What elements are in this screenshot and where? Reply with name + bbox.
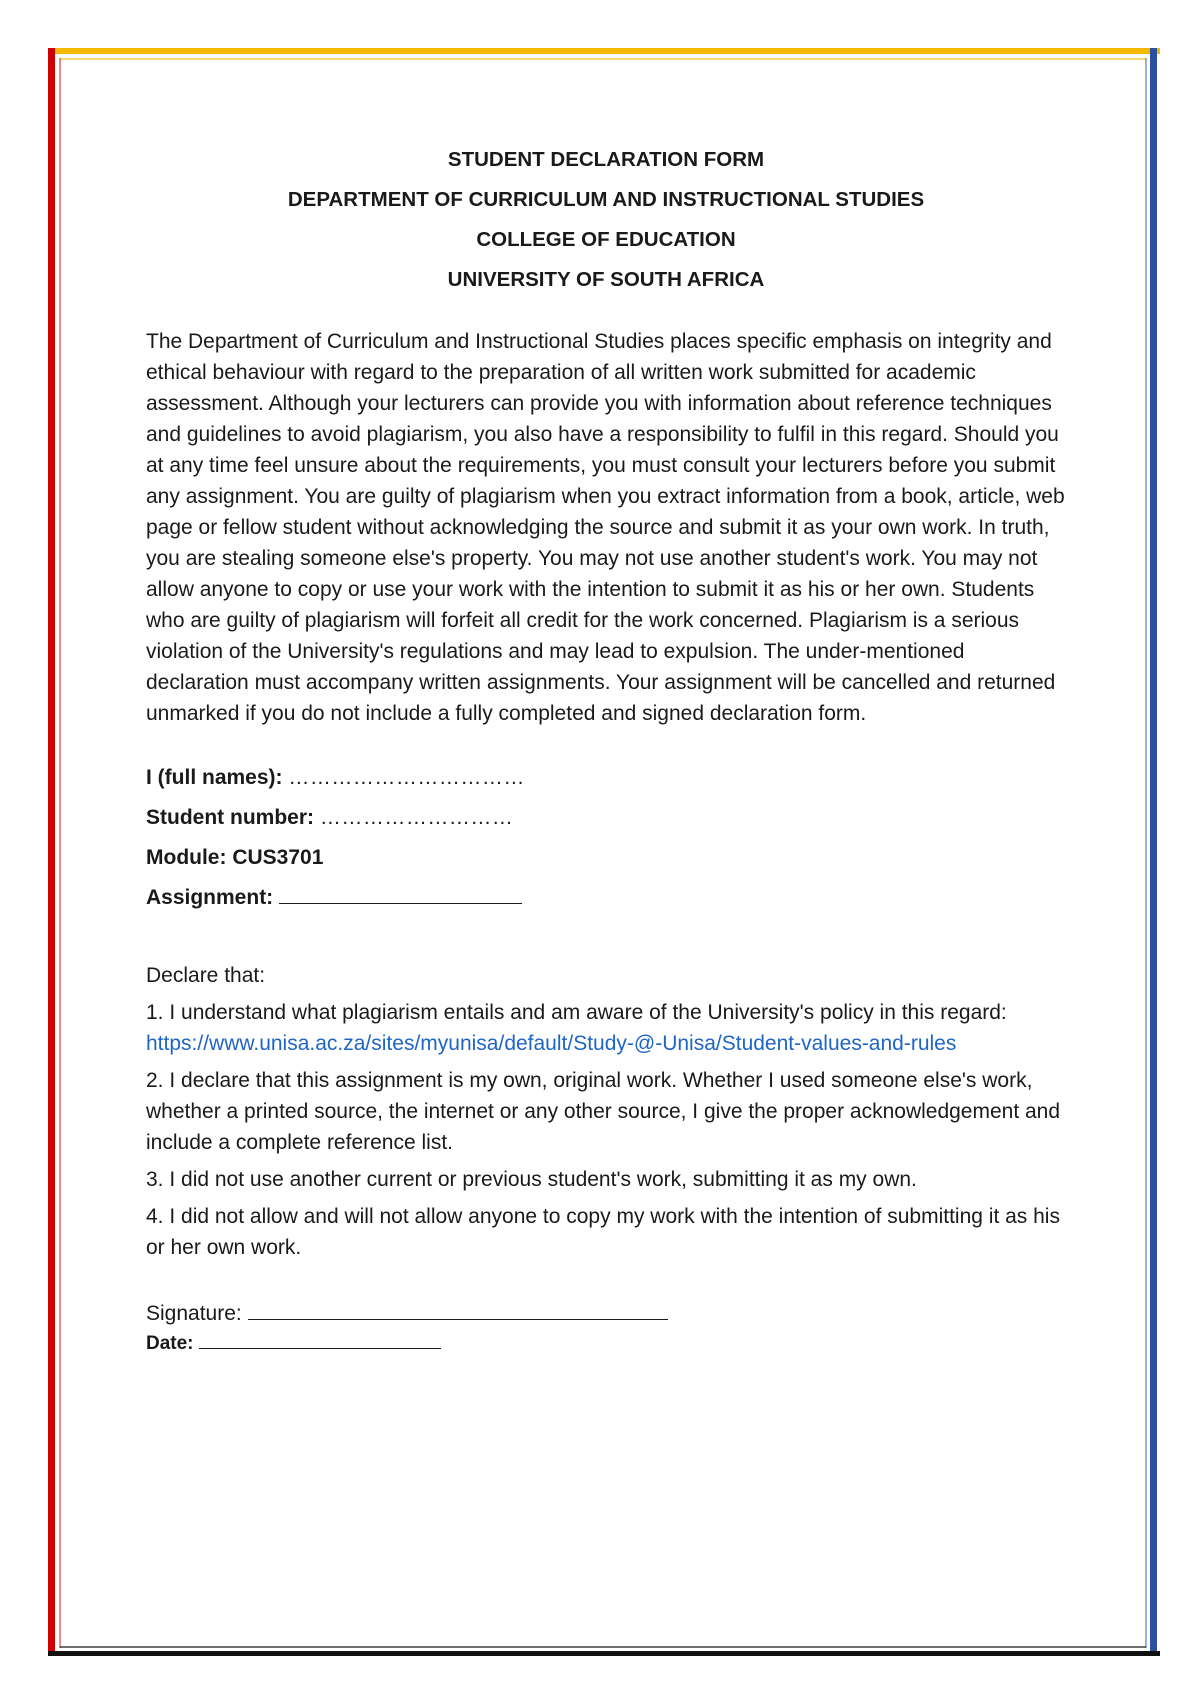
- module-field: [146, 838, 1066, 878]
- declaration-item-2: 2. I declare that this assignment is my own, original work. Whether I used someone else's work, whether a printed source, the internet or any other source, I give the proper acknowledgement and include a complete reference list.: [146, 1069, 1061, 1154]
- signature-blank-line[interactable]: [248, 1299, 668, 1320]
- frame-inner-right-line: [1145, 58, 1147, 1648]
- assignment-field[interactable]: [146, 878, 1066, 918]
- declaration-item-3: 3. I did not use another current or previous student's work, submitting it as my own.: [146, 1168, 917, 1191]
- frame-inner-left-line: [59, 58, 61, 1648]
- declaration-item-4: 4. I did not allow and will not allow anyone to copy my work with the intention of submitting it as his or her own work.: [146, 1205, 1060, 1259]
- frame-right-border: [1150, 48, 1157, 1656]
- full-names-blank[interactable]: ……………………………: [288, 766, 525, 789]
- declaration-intro: Declare that:: [146, 964, 266, 987]
- declaration-item-1: [146, 997, 1066, 1059]
- assignment-blank-line[interactable]: [279, 885, 522, 904]
- declaration-item-1-text: 1. I understand what plagiarism entails and am aware of the University's policy in this regard:: [146, 1001, 1007, 1024]
- frame-left-border: [48, 48, 55, 1656]
- assignment-label: Assignment:: [146, 886, 274, 909]
- college-name: COLLEGE OF EDUCATION: [476, 228, 736, 251]
- student-number-label: Student number:: [146, 806, 314, 829]
- frame-bottom-border: [48, 1651, 1160, 1656]
- intro-paragraph: The Department of Curriculum and Instructional Studies places specific emphasis on integrity and ethical behaviour with regard to the preparation of all written work submitted for academic assessment. Although your lecturers can provide you with information about reference techniques and guidelines to avoid plagiarism, you also have a responsibility to fulfil in this regard. Should you at any time feel unsure about the requirements, you must consult your lecturers before you submit any assignment. You are guilty of plagiarism when you extract information from a book, article, web page or fellow student without acknowledging the source and submit it as your own work. In truth, you are stealing someone else's property. You may not use another student's work. You may not allow anyone to copy or use your work with the intention to submit it as his or her own. Students who are guilty of plagiarism will forfeit all credit for the work concerned. Plagiarism is a serious violation of the University's regulations and may lead to expulsion. The under-mentioned declaration must accompany written assignments. Your assignment will be cancelled and returned unmarked if you do not include a fully completed and signed declaration form.: [146, 330, 1065, 725]
- form-title: STUDENT DECLARATION FORM: [447, 148, 765, 171]
- title-block: [146, 140, 1066, 300]
- student-number-blank[interactable]: ………………………: [319, 806, 514, 829]
- full-names-field[interactable]: [146, 758, 1066, 798]
- department-name: DEPARTMENT OF CURRICULUM AND INSTRUCTIONAL STUDIES: [287, 188, 925, 211]
- module-label: Module:: [146, 846, 227, 869]
- date-label: Date:: [146, 1333, 194, 1354]
- date-row[interactable]: [146, 1329, 1066, 1359]
- university-name: UNIVERSITY OF SOUTH AFRICA: [447, 268, 765, 291]
- signature-row[interactable]: [146, 1299, 1066, 1329]
- signature-label: Signature:: [146, 1302, 242, 1325]
- student-fields: [146, 758, 1066, 918]
- document-content: [146, 140, 1066, 1359]
- module-value: CUS3701: [232, 846, 324, 869]
- student-number-field[interactable]: [146, 798, 1066, 838]
- frame-top-border: [48, 48, 1160, 54]
- date-blank-line[interactable]: [199, 1330, 441, 1349]
- full-names-label: I (full names):: [146, 766, 283, 789]
- policy-link[interactable]: https://www.unisa.ac.za/sites/myunisa/default/Study-@-Unisa/Student-values-and-rules: [146, 1032, 957, 1055]
- frame-inner-bottom-line: [60, 1646, 1146, 1648]
- frame-inner-top-line: [60, 58, 1146, 60]
